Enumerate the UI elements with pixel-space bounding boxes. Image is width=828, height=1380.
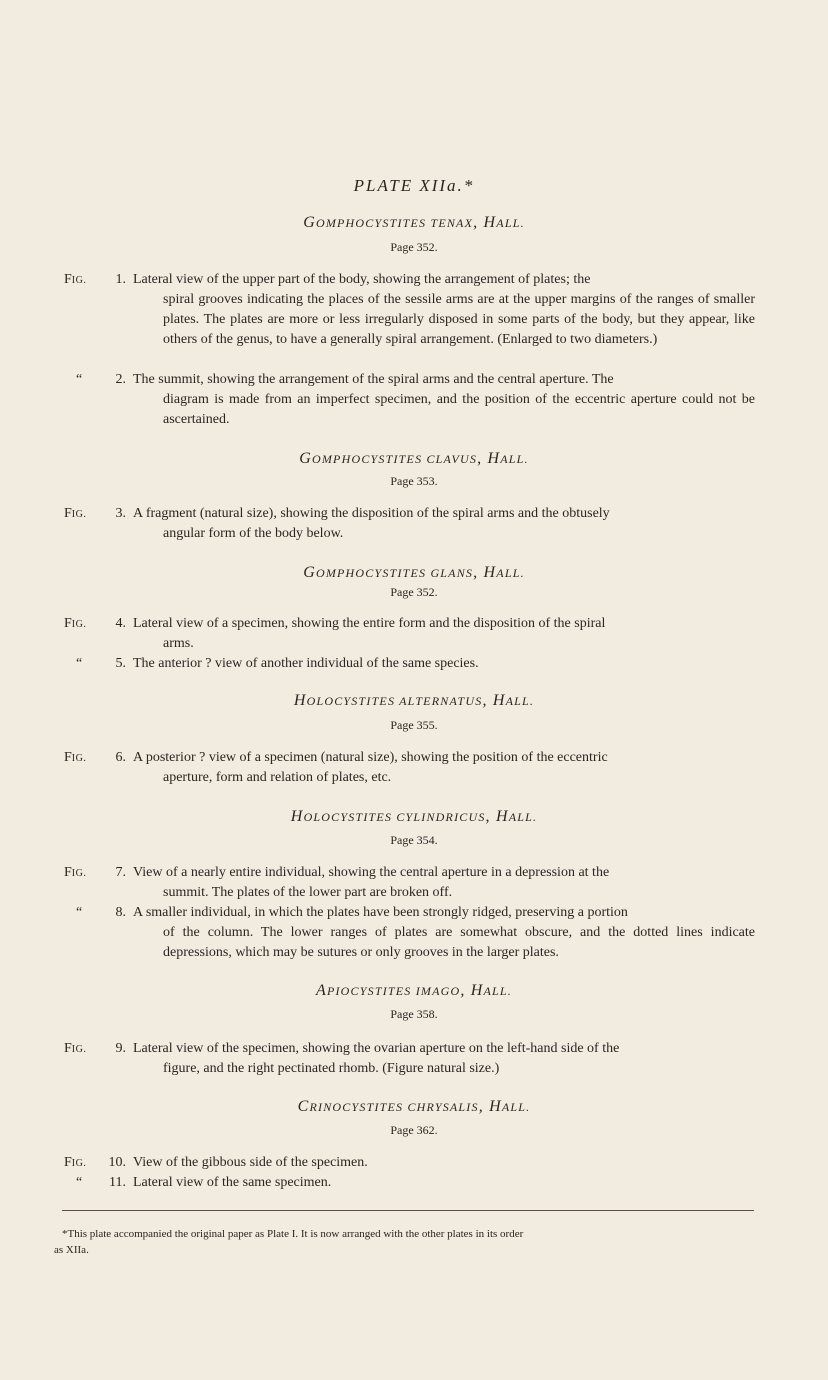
figure-description [133,504,755,544]
page-reference: Page 353. [390,474,438,488]
species-heading-part: OMPHOCYSTITES TENAX [315,216,474,230]
figure-description-first-line: Lateral view of the upper part of the body, showing the arrangement of plates; the [133,272,591,287]
figure-description [133,1039,755,1079]
figure-label: FIG. [64,1155,87,1170]
species-heading-part: , [482,692,493,709]
figure-description [133,863,755,903]
figure-number: 2. [115,372,126,387]
page-reference: Page 352. [390,585,438,599]
species-heading-part: G [299,450,312,467]
species-heading-part: ALL. [483,984,513,998]
species-heading-part: H [470,982,484,999]
figure-description-continuation: aperture, form and relation of plates, etc. [163,770,392,785]
figure-number: 4. [115,616,126,631]
figure-number: 8. [115,905,126,920]
figure-label: FIG. [64,506,87,521]
figure-description [133,654,755,674]
page-reference: Page 355. [390,718,438,732]
figure-description-first-line: Lateral view of a specimen, showing the entire form and the disposition of the spiral [133,616,606,631]
species-heading-part: ALL. [496,216,525,230]
figure-description [133,270,755,350]
species-heading-part: H [483,564,497,581]
figure-description-continuation: arms. [163,636,194,651]
figure-description-first-line: View of a nearly entire individual, showing the central aperture in a depression at the [133,865,610,880]
species-heading-part: G [303,214,316,231]
footnote [54,1226,754,1258]
figure-number: 11. [109,1175,126,1190]
figure-description [133,370,755,430]
species-heading-part: H [489,1098,502,1115]
species-heading-part: , [460,982,471,999]
figure-label: FIG. [64,865,87,880]
figure-number: 5. [115,656,126,671]
figure-description-first-line: A fragment (natural size), showing the disposition of the spiral arms and the obtusely [133,506,610,521]
species-heading [0,214,828,232]
figure-description-continuation: spiral grooves indicating the places of the sessile arms are at the upper margins of the ranges of smaller plates. The plates are more or less irregularly disposed in some parts of the body, but they appear, like others of the genus, to have a generally spiral arrangement. (Enlarged to two diameters.) [163,292,755,347]
page-reference: Page 354. [390,833,438,847]
figure-label: FIG. [64,616,87,631]
figure-label: FIG. [64,750,87,765]
figure-label: “ [76,372,83,387]
species-heading-part: ALL. [505,694,535,708]
species-heading [0,564,828,582]
figure-description-first-line: The summit, showing the arrangement of the spiral arms and the central aperture. The [133,372,614,387]
species-heading-part: , [473,564,484,581]
species-heading [0,808,828,826]
figure-description-first-line: The anterior ? view of another individual of the same species. [133,656,479,671]
footnote-line-1: *This plate accompanied the original paper as Plate I. It is now arranged with the other plates in its order [62,1228,524,1240]
species-heading-part: A [315,982,327,999]
species-heading-part: H [495,808,509,825]
figure-description [133,748,755,788]
species-heading-part: , [485,808,496,825]
species-heading-part: C [297,1098,310,1115]
figure-label: “ [76,905,83,920]
figure-number: 1. [115,272,126,287]
figure-number: 9. [115,1041,126,1056]
figure-description-continuation: figure, and the right pectinated rhomb. (Figure natural size.) [163,1061,500,1076]
species-heading-part: G [303,564,316,581]
species-heading-part: , [478,1098,490,1115]
species-heading-part: H [487,450,501,467]
page-reference: Page 352. [390,240,438,254]
figure-description-first-line: A smaller individual, in which the plates have been strongly ridged, preserving a portion [133,905,628,920]
species-heading [0,1098,828,1116]
species-heading [0,692,828,710]
figure-description-continuation: summit. The plates of the lower part are broken off. [163,885,453,900]
figure-description-first-line: View of the gibbous side of the specimen. [133,1155,368,1170]
species-heading-part: H [293,692,307,709]
species-heading-part: OMPHOCYSTITES GLANS [315,566,474,580]
species-heading-part: PIOCYSTITES IMAGO [326,984,461,998]
figure-description-continuation: angular form of the body below. [163,526,344,541]
species-heading-part: ALL. [508,810,538,824]
figure-description [133,614,755,654]
species-heading-part: H [492,692,506,709]
species-heading-part: RINOCYSTITES CHRYSALIS [309,1100,479,1114]
figure-description [133,1153,755,1173]
species-heading-part: OMPHOCYSTITES CLAVUS [312,452,478,466]
species-heading-part: , [477,450,488,467]
figure-label: FIG. [64,1041,87,1056]
figure-description-first-line: Lateral view of the same specimen. [133,1175,332,1190]
figure-number: 10. [108,1155,126,1170]
figure-label: “ [76,1175,83,1190]
figure-description-first-line: Lateral view of the specimen, showing the ovarian aperture on the left-hand side of the [133,1041,620,1056]
figure-label: FIG. [64,272,87,287]
species-heading-part: OLOCYSTITES CYLINDRICUS [303,810,486,824]
species-heading-part: ALL. [501,1100,531,1114]
species-heading-part: , [473,214,484,231]
figure-label: “ [76,656,83,671]
figure-description-continuation: of the column. The lower ranges of plates are somewhat obscure, and the dotted lines indicate depressions, which may be sutures or only grooves in the larger plates. [163,925,755,960]
footnote-divider [62,1210,754,1211]
species-heading-part: ALL. [500,452,529,466]
plate-title: PLATE XIIa.* [353,176,475,195]
page-reference: Page 358. [390,1007,438,1021]
species-heading-part: H [483,214,497,231]
figure-description-first-line: A posterior ? view of a specimen (natural size), showing the position of the eccentric [133,750,608,765]
figure-description [133,1173,755,1193]
page-reference: Page 362. [390,1123,438,1137]
species-heading-part: OLOCYSTITES ALTERNATUS [306,694,483,708]
figure-number: 3. [115,506,126,521]
footnote-line-2: as XIIa. [54,1244,89,1256]
figure-number: 6. [115,750,126,765]
species-heading-part: H [290,808,304,825]
species-heading-part: ALL. [496,566,525,580]
figure-description-continuation: diagram is made from an imperfect specimen, and the position of the eccentric aperture could not be ascertained. [163,392,755,427]
species-heading [0,982,828,1000]
figure-description [133,903,755,963]
species-heading [0,450,828,468]
figure-number: 7. [115,865,126,880]
